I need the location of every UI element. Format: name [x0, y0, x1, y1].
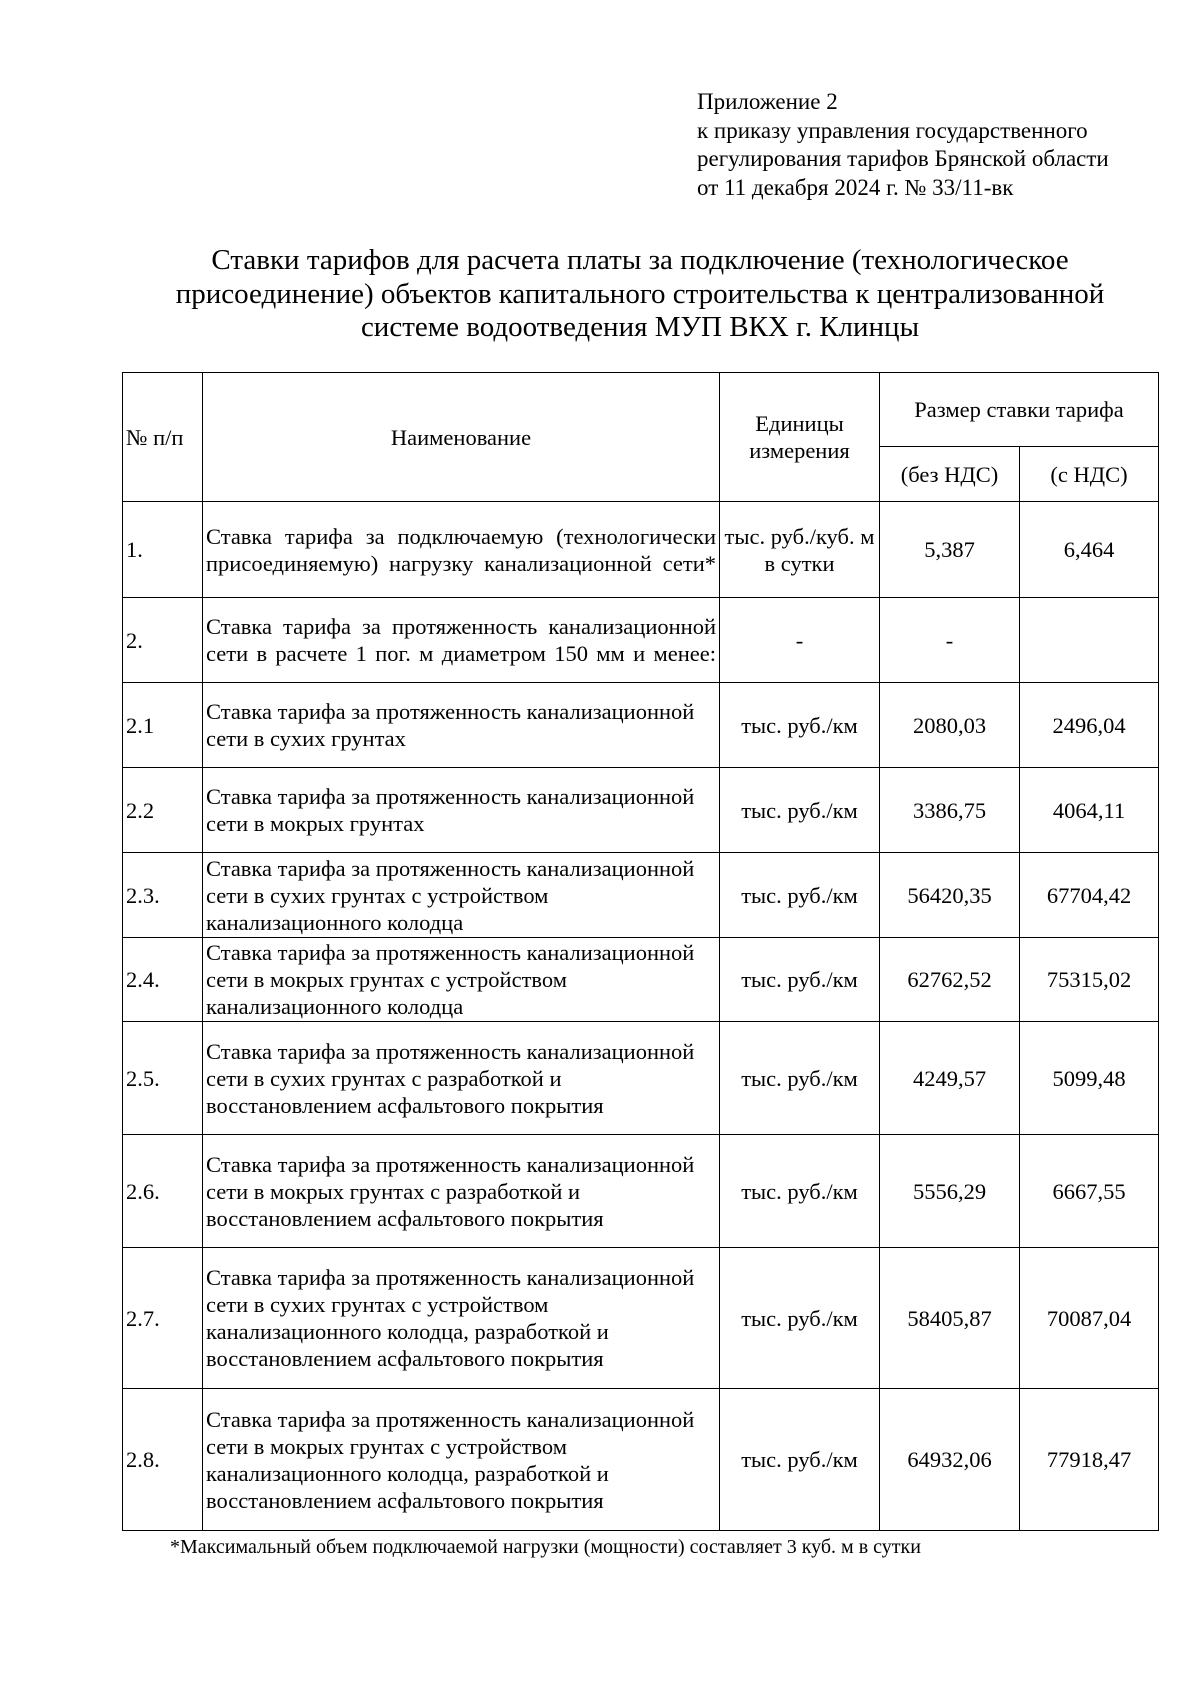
table-row — [123, 853, 1159, 938]
row-unit: - — [720, 598, 880, 683]
row-num: 2. — [123, 598, 203, 683]
row-with-vat: 2496,04 — [1020, 683, 1159, 768]
row-name: Ставка тарифа за протяженность канализационной сети в расчете 1 пог. м диаметром 150 мм и менее: — [203, 598, 720, 683]
row-with-vat: 67704,42 — [1020, 853, 1159, 938]
row-no-vat: 64932,06 — [880, 1389, 1020, 1531]
row-with-vat: 4064,11 — [1020, 768, 1159, 853]
row-with-vat: 6667,55 — [1020, 1135, 1159, 1248]
document-title — [120, 244, 1160, 345]
row-unit: тыс. руб./км — [720, 853, 880, 938]
row-no-vat: 3386,75 — [880, 768, 1020, 853]
row-name: Ставка тарифа за подключаемую (технологически присоединяемую) нагрузку канализационной сети* — [203, 502, 720, 598]
row-num: 1. — [123, 502, 203, 598]
row-no-vat: 2080,03 — [880, 683, 1020, 768]
row-with-vat: 75315,02 — [1020, 938, 1159, 1022]
row-with-vat: 5099,48 — [1020, 1022, 1159, 1135]
title-line: системе водоотведения МУП ВКХ г. Клинцы — [360, 311, 920, 343]
row-num: 2.4. — [123, 938, 203, 1022]
row-no-vat: 5,387 — [880, 502, 1020, 598]
row-no-vat: 4249,57 — [880, 1022, 1020, 1135]
row-name: Ставка тарифа за протяженность канализационной сети в мокрых грунтах с разработкой и восстановлением асфальтового покрытия — [203, 1135, 720, 1248]
table-row — [123, 502, 1159, 598]
row-no-vat: 56420,35 — [880, 853, 1020, 938]
row-with-vat: 70087,04 — [1020, 1248, 1159, 1389]
table-row — [123, 768, 1159, 853]
row-name: Ставка тарифа за протяженность канализационной сети в сухих грунтах с устройством канализационного колодца, разработкой и восстановлением асфальтового покрытия — [203, 1248, 720, 1389]
row-unit: тыс. руб./км — [720, 683, 880, 768]
row-with-vat: 6,464 — [1020, 502, 1159, 598]
row-unit: тыс. руб./км — [720, 1022, 880, 1135]
row-num: 2.3. — [123, 853, 203, 938]
header-rate: Размер ставки тарифа — [880, 373, 1159, 447]
row-with-vat — [1020, 598, 1159, 683]
row-name: Ставка тарифа за протяженность канализационной сети в мокрых грунтах с устройством канализационного колодца, разработкой и восстановлением асфальтового покрытия — [203, 1389, 720, 1531]
title-line: присоединение) объектов капитального строительства к централизованной — [175, 277, 1105, 310]
row-num: 2.6. — [123, 1135, 203, 1248]
row-unit: тыс. руб./км — [720, 1389, 880, 1531]
row-no-vat: 58405,87 — [880, 1248, 1020, 1389]
appendix-line: от 11 декабря 2024 г. № 33/11-вк — [697, 174, 1014, 200]
table-row — [123, 1248, 1159, 1389]
appendix-line: регулирования тарифов Брянской области — [697, 146, 1109, 171]
row-num: 2.8. — [123, 1389, 203, 1531]
table-row — [123, 598, 1159, 683]
table-row — [123, 683, 1159, 768]
row-no-vat: - — [880, 598, 1020, 683]
row-no-vat: 5556,29 — [880, 1135, 1020, 1248]
tariff-table — [122, 372, 1159, 1531]
header-no-vat: (без НДС) — [880, 447, 1020, 502]
title-line: Ставки тарифов для расчета платы за подключение (технологическое — [211, 244, 1069, 276]
row-no-vat: 62762,52 — [880, 938, 1020, 1022]
row-num: 2.2 — [123, 768, 203, 853]
row-with-vat: 77918,47 — [1020, 1389, 1159, 1531]
row-unit: тыс. руб./куб. м в сутки — [720, 502, 880, 598]
table-row — [123, 938, 1159, 1022]
header-with-vat: (с НДС) — [1020, 447, 1159, 502]
row-name: Ставка тарифа за протяженность канализационной сети в мокрых грунтах — [203, 768, 720, 853]
row-name: Ставка тарифа за протяженность канализационной сети в сухих грунтах с разработкой и восстановлением асфальтового покрытия — [203, 1022, 720, 1135]
table-row — [123, 1389, 1159, 1531]
header-num: № п/п — [123, 373, 203, 502]
appendix-line: к приказу управления государственного — [697, 117, 1088, 143]
row-num: 2.1 — [123, 683, 203, 768]
row-unit: тыс. руб./км — [720, 768, 880, 853]
row-unit: тыс. руб./км — [720, 1135, 880, 1248]
row-name: Ставка тарифа за протяженность канализационной сети в мокрых грунтах с устройством канализационного колодца — [203, 938, 720, 1022]
row-name: Ставка тарифа за протяженность канализационной сети в сухих грунтах — [203, 683, 720, 768]
appendix-line: Приложение 2 — [697, 89, 838, 114]
row-num: 2.5. — [123, 1022, 203, 1135]
header-name: Наименование — [203, 373, 720, 502]
row-unit: тыс. руб./км — [720, 938, 880, 1022]
table-row — [123, 1022, 1159, 1135]
row-name: Ставка тарифа за протяженность канализационной сети в сухих грунтах с устройством канализационного колодца — [203, 853, 720, 938]
footnote: *Максимальный объем подключаемой нагрузки (мощности) составляет 3 куб. м в сутки — [170, 1536, 921, 1558]
row-num: 2.7. — [123, 1248, 203, 1389]
row-unit: тыс. руб./км — [720, 1248, 880, 1389]
table-row — [123, 1135, 1159, 1248]
header-unit: Единицы измерения — [720, 373, 880, 502]
appendix-header — [697, 88, 1177, 202]
